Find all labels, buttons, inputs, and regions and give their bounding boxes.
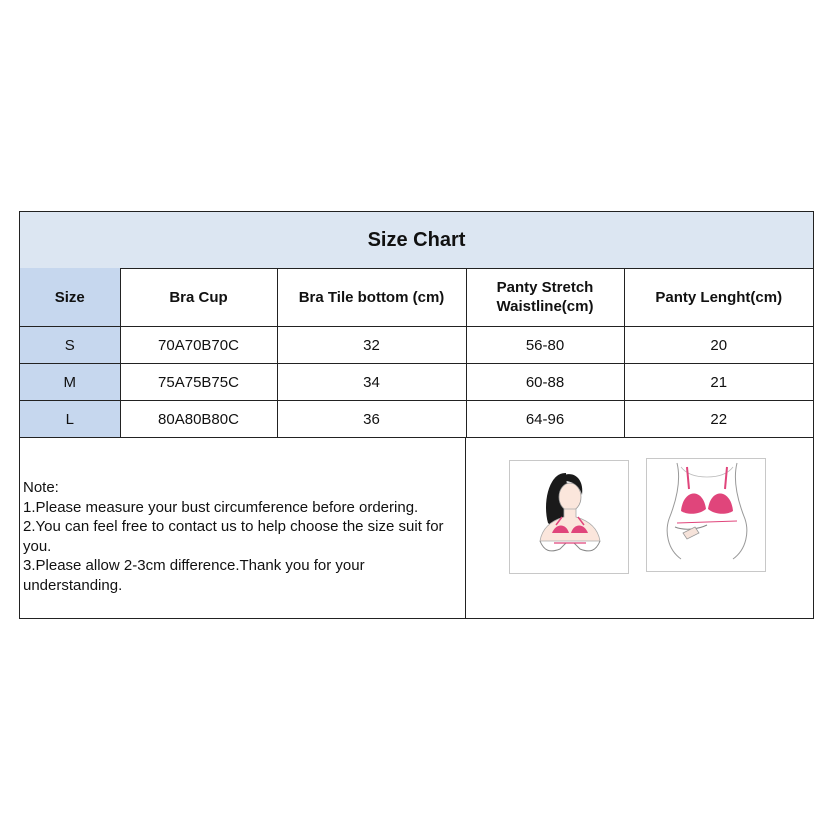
note-item: 3.Please allow 2-3cm difference.Thank you for your understanding.	[23, 557, 365, 594]
note-item: 1.Please measure your bust circumference before ordering.	[23, 498, 419, 516]
notes-section	[20, 438, 813, 619]
chart-title: Size Chart	[20, 212, 813, 269]
panty-length-cell: 22	[624, 401, 813, 438]
header-panty-waistline	[466, 268, 624, 327]
header-bra-tile-bottom: Bra Tile bottom (cm)	[277, 268, 466, 327]
panty-length-cell: 21	[624, 364, 813, 401]
bra-cup-cell: 75A75B75C	[120, 364, 277, 401]
size-chart	[19, 211, 814, 619]
panty-waistline-cell: 56-80	[466, 327, 624, 364]
table-row	[20, 364, 813, 401]
bra-tile-bottom-cell: 32	[277, 327, 466, 364]
note-item: 2.You can feel free to contact us to help choose the size suit for you.	[23, 518, 444, 555]
header-size: Size	[20, 268, 120, 327]
note-heading: Note:	[23, 479, 59, 496]
size-table	[20, 268, 813, 438]
bra-torso-measuring-icon	[646, 458, 766, 572]
table-row	[20, 327, 813, 364]
panty-waistline-cell: 60-88	[466, 364, 624, 401]
bra-cup-cell: 80A80B80C	[120, 401, 277, 438]
bra-tile-bottom-cell: 36	[277, 401, 466, 438]
notes	[20, 438, 466, 619]
header-row	[20, 268, 813, 327]
bra-cup-cell: 70A70B70C	[120, 327, 277, 364]
bra-tile-bottom-cell: 34	[277, 364, 466, 401]
size-cell: L	[20, 401, 120, 438]
panty-length-cell: 20	[624, 327, 813, 364]
header-panty-waistline-label: Panty Stretch Waistline(cm)	[496, 279, 594, 315]
size-cell: S	[20, 327, 120, 364]
woman-measuring-bust-icon	[509, 460, 629, 574]
header-panty-length: Panty Lenght(cm)	[624, 268, 813, 327]
table-row	[20, 401, 813, 438]
panty-waistline-cell: 64-96	[466, 401, 624, 438]
measuring-illustrations	[466, 438, 813, 619]
header-bra-cup: Bra Cup	[120, 268, 277, 327]
size-cell: M	[20, 364, 120, 401]
